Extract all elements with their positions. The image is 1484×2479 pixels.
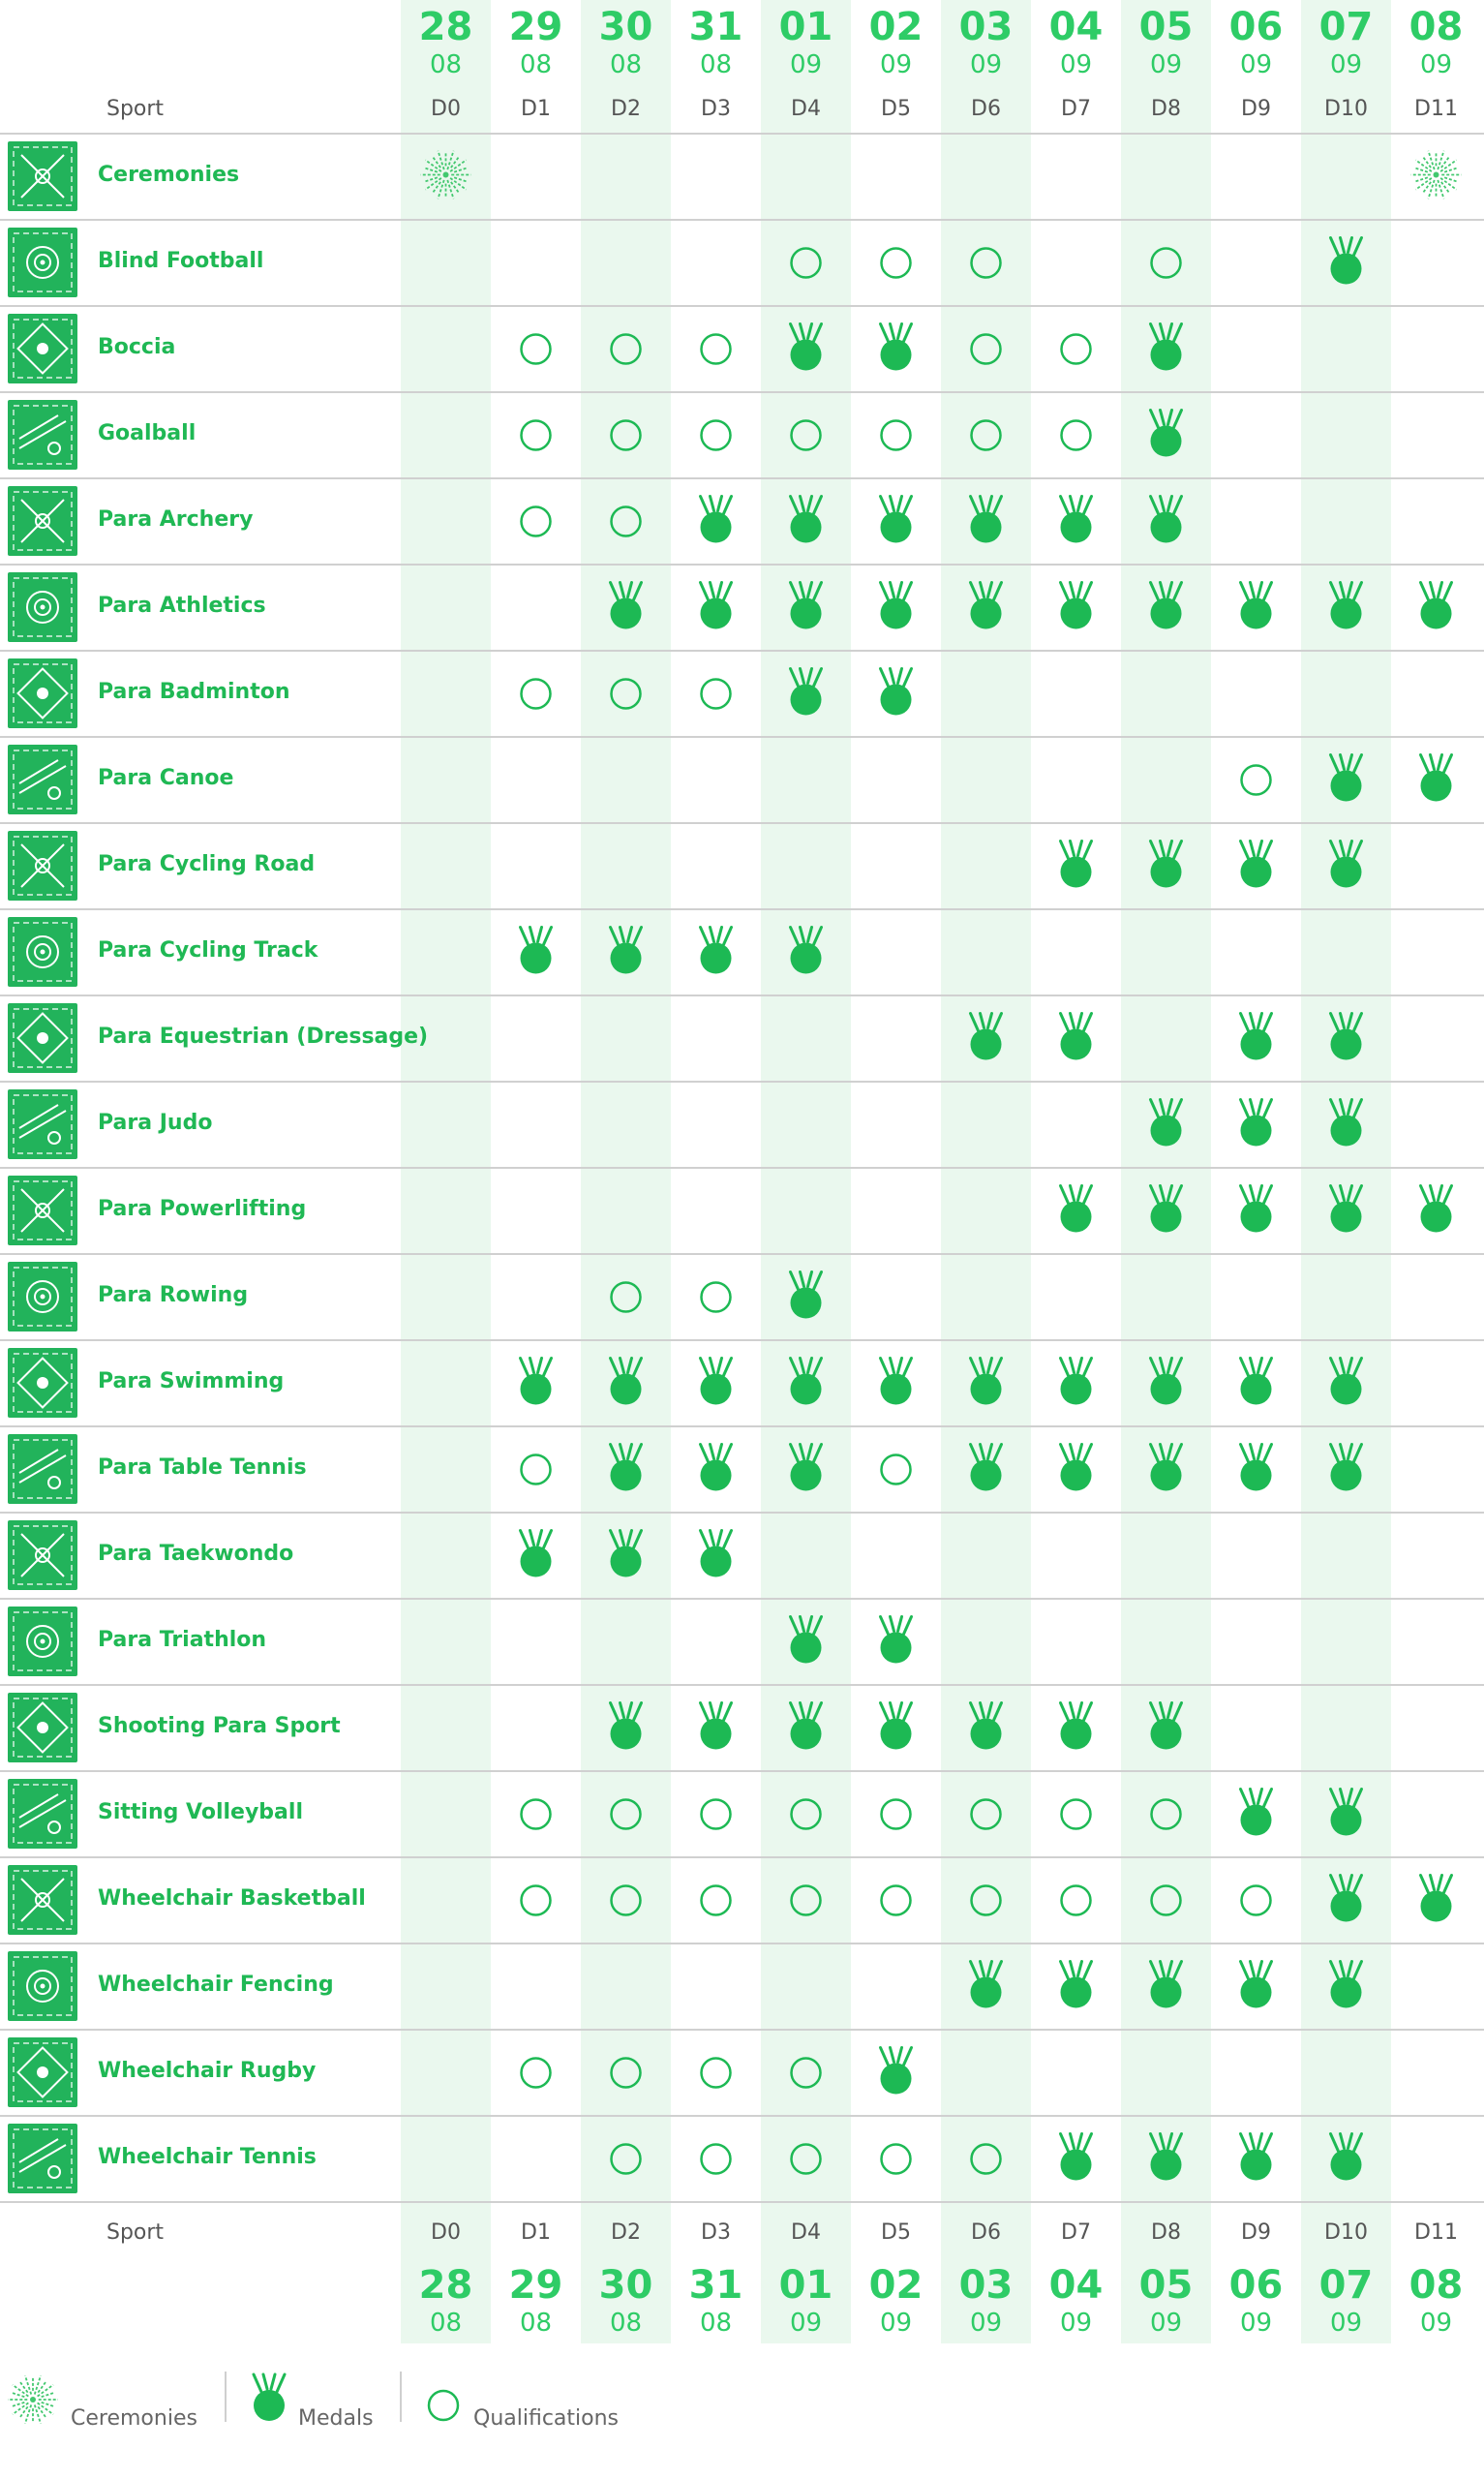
footer-day-label: D2 <box>611 2220 641 2245</box>
footer-month-number: 09 <box>1149 2309 1183 2338</box>
footer-day-number: 28 <box>418 2263 473 2308</box>
footer-day-label: D1 <box>521 2220 551 2245</box>
header-month-number: 09 <box>1059 50 1093 79</box>
footer-day-number: 07 <box>1318 2263 1374 2308</box>
header-day-number: 28 <box>418 5 473 49</box>
legend-ceremonies-label: Ceremonies <box>71 2406 197 2431</box>
header-month-number: 09 <box>1419 50 1453 79</box>
header-day-number: 05 <box>1138 5 1194 49</box>
footer-day-label: D11 <box>1414 2220 1458 2245</box>
header-day-label: D0 <box>431 97 461 121</box>
header-sport-label: Sport <box>106 97 165 121</box>
header-day-number: 04 <box>1048 5 1104 49</box>
header-day-number: 30 <box>598 5 653 49</box>
legend-medals-icon <box>254 2374 285 2421</box>
header-day-number: 01 <box>778 5 833 49</box>
legend-qualifications-label: Qualifications <box>473 2406 620 2431</box>
legend-divider <box>225 2372 227 2422</box>
header-month-number: 08 <box>429 50 463 79</box>
footer-month-number: 09 <box>1239 2309 1273 2338</box>
sport-name[interactable]: Boccia <box>98 335 176 359</box>
sport-name[interactable]: Para Powerlifting <box>98 1197 307 1221</box>
footer-day-number: 29 <box>508 2263 563 2308</box>
sport-name[interactable]: Wheelchair Fencing <box>98 1973 334 1997</box>
footer-month-number: 09 <box>1419 2309 1453 2338</box>
header-month-number: 09 <box>1329 50 1363 79</box>
sport-name[interactable]: Para Equestrian (Dressage) <box>98 1025 429 1049</box>
sport-name[interactable]: Para Cycling Road <box>98 852 316 876</box>
footer-day-label: D8 <box>1151 2220 1181 2245</box>
footer-month-number: 08 <box>699 2309 733 2338</box>
footer-day-label: D9 <box>1241 2220 1271 2245</box>
header-day-label: D2 <box>611 97 641 121</box>
footer-sport-label: Sport <box>106 2220 165 2245</box>
header-day-label: D3 <box>701 97 731 121</box>
legend-medals-label: Medals <box>298 2406 374 2431</box>
legend-qualifications-icon <box>429 2391 458 2420</box>
sport-name[interactable]: Para Canoe <box>98 766 234 790</box>
footer-month-number: 08 <box>429 2309 463 2338</box>
header-day-label: D10 <box>1324 97 1368 121</box>
header-day-number: 02 <box>868 5 924 49</box>
footer-day-label: D6 <box>971 2220 1001 2245</box>
footer-day-label: D3 <box>701 2220 731 2245</box>
header-day-label: D5 <box>881 97 911 121</box>
legend-divider <box>400 2372 402 2422</box>
header-day-number: 06 <box>1228 5 1284 49</box>
header-day-label: D1 <box>521 97 551 121</box>
sport-name[interactable]: Para Swimming <box>98 1369 285 1393</box>
sport-name[interactable]: Para Athletics <box>98 594 266 618</box>
header-day-label: D8 <box>1151 97 1181 121</box>
header-day-number: 03 <box>958 5 1014 49</box>
header-month-number: 08 <box>609 50 643 79</box>
header-month-number: 09 <box>969 50 1003 79</box>
footer-month-number: 09 <box>969 2309 1003 2338</box>
header-day-number: 07 <box>1318 5 1374 49</box>
header-month-number: 08 <box>699 50 733 79</box>
footer-month-number: 09 <box>879 2309 913 2338</box>
footer-day-label: D7 <box>1061 2220 1091 2245</box>
sport-name[interactable]: Wheelchair Rugby <box>98 2059 317 2083</box>
sport-name[interactable]: Goalball <box>98 421 197 445</box>
sport-name[interactable]: Para Table Tennis <box>98 1455 307 1480</box>
footer-day-label: D5 <box>881 2220 911 2245</box>
header-month-number: 08 <box>519 50 553 79</box>
sport-name[interactable]: Shooting Para Sport <box>98 1714 341 1738</box>
header-month-number: 09 <box>1239 50 1273 79</box>
sport-name[interactable]: Para Rowing <box>98 1283 249 1307</box>
header-day-number: 08 <box>1408 5 1464 49</box>
footer-month-number: 09 <box>1329 2309 1363 2338</box>
footer-day-number: 04 <box>1048 2263 1104 2308</box>
header-day-number: 31 <box>688 5 743 49</box>
sport-name[interactable]: Para Taekwondo <box>98 1542 294 1566</box>
header-day-label: D9 <box>1241 97 1271 121</box>
footer-month-number: 08 <box>609 2309 643 2338</box>
sport-name[interactable]: Para Judo <box>98 1111 213 1135</box>
header-day-label: D4 <box>791 97 821 121</box>
header-day-label: D11 <box>1414 97 1458 121</box>
sport-name[interactable]: Para Triathlon <box>98 1628 267 1652</box>
header-day-number: 29 <box>508 5 563 49</box>
sport-name[interactable]: Blind Football <box>98 249 264 273</box>
header-month-number: 09 <box>1149 50 1183 79</box>
footer-day-number: 30 <box>598 2263 653 2308</box>
header-month-number: 09 <box>879 50 913 79</box>
sport-name[interactable]: Wheelchair Tennis <box>98 2145 317 2169</box>
sport-name[interactable]: Para Badminton <box>98 680 290 704</box>
footer-day-label: D0 <box>431 2220 461 2245</box>
sport-name[interactable]: Para Cycling Track <box>98 938 318 963</box>
footer-day-number: 02 <box>868 2263 924 2308</box>
legend-ceremonies-icon <box>8 2375 58 2423</box>
header-day-label: D6 <box>971 97 1001 121</box>
sport-name[interactable]: Para Archery <box>98 507 254 532</box>
footer-day-number: 01 <box>778 2263 833 2308</box>
footer-month-number: 09 <box>789 2309 823 2338</box>
sport-name[interactable]: Ceremonies <box>98 163 240 187</box>
footer-day-label: D10 <box>1324 2220 1368 2245</box>
sport-name[interactable]: Sitting Volleyball <box>98 1800 303 1824</box>
footer-day-number: 31 <box>688 2263 743 2308</box>
sport-name[interactable]: Wheelchair Basketball <box>98 1886 366 1911</box>
footer-day-number: 05 <box>1138 2263 1194 2308</box>
footer-month-number: 09 <box>1059 2309 1093 2338</box>
footer-day-number: 06 <box>1228 2263 1284 2308</box>
footer-day-label: D4 <box>791 2220 821 2245</box>
footer-day-number: 08 <box>1408 2263 1464 2308</box>
header-day-label: D7 <box>1061 97 1091 121</box>
header-month-number: 09 <box>789 50 823 79</box>
footer-day-number: 03 <box>958 2263 1014 2308</box>
footer-month-number: 08 <box>519 2309 553 2338</box>
